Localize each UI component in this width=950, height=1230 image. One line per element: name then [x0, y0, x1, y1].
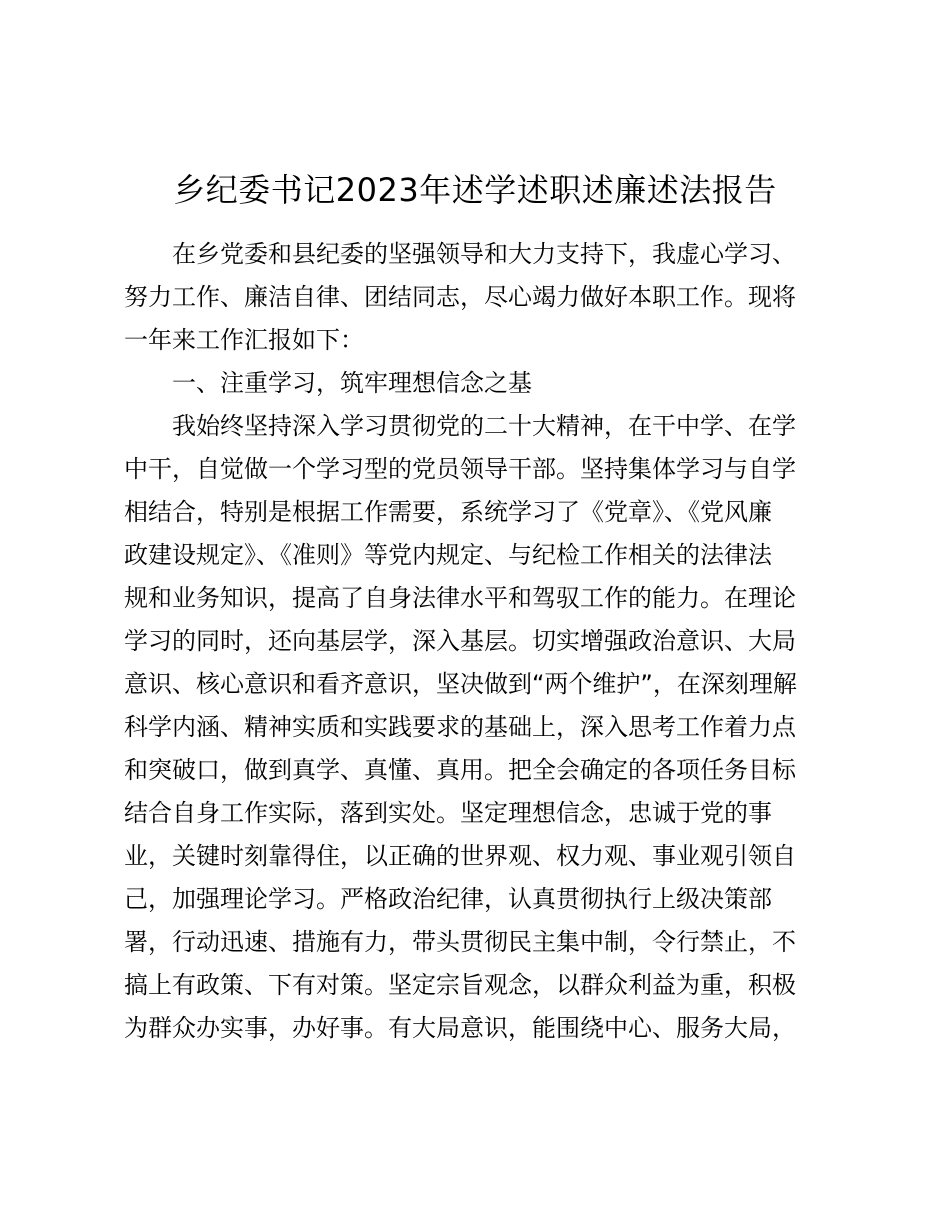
paragraph-2-line-11: 业，关键时刻靠得住，以正确的世界观、权力观、事业观引领自 — [124, 842, 796, 870]
paragraph-1-line-1: 在乡党委和县纪委的坚强领导和大力支持下，我虚心学习、 — [172, 240, 796, 268]
paragraph-2-line-1: 我始终坚持深入学习贯彻党的二十大精神，在干中学、在学 — [172, 412, 796, 440]
paragraph-2-line-10: 结合自身工作实际，落到实处。坚定理想信念，忠诚于党的事 — [124, 799, 772, 827]
paragraph-2-line-8: 科学内涵、精神实质和实践要求的基础上，深入思考工作着力点 — [124, 713, 796, 741]
paragraph-2-line-7: 意识、核心意识和看齐意识，坚决做到“两个维护”，在深刻理解 — [124, 670, 797, 698]
paragraph-1-line-2: 努力工作、廉洁自律、团结同志，尽心竭力做好本职工作。现将 — [124, 283, 796, 311]
paragraph-2-line-3: 相结合，特别是根据工作需要，系统学习了《党章》、《党风廉 — [124, 498, 772, 526]
paragraph-1-line-3: 一年来工作汇报如下： — [124, 326, 364, 354]
paragraph-2-line-2: 中干，自觉做一个学习型的党员领导干部。坚持集体学习与自学 — [124, 455, 796, 483]
paragraph-2-line-6: 学习的同时，还向基层学，深入基层。切实增强政治意识、大局 — [124, 627, 796, 655]
paragraph-2-line-4: 政建设规定》、《准则》等党内规定、与纪检工作相关的法律法 — [124, 541, 772, 569]
section-heading-1: 一、注重学习，筑牢理想信念之基 — [172, 369, 532, 397]
document-title: 乡纪委书记2023年述学述职述廉述法报告 — [173, 171, 777, 209]
paragraph-2-line-12: 己，加强理论学习。严格政治纪律，认真贯彻执行上级决策部 — [124, 885, 772, 913]
paragraph-2-line-14: 搞上有政策、下有对策。坚定宗旨观念，以群众利益为重，积极 — [124, 971, 796, 999]
paragraph-2-line-15: 为群众办实事，办好事。有大局意识，能围绕中心、服务大局， — [124, 1014, 796, 1042]
paragraph-2-line-13: 署，行动迅速、措施有力，带头贯彻民主集中制，令行禁止，不 — [124, 928, 796, 956]
paragraph-2-line-5: 规和业务知识，提高了自身法律水平和驾驭工作的能力。在理论 — [124, 584, 796, 612]
paragraph-2-line-9: 和突破口，做到真学、真懂、真用。把全会确定的各项任务目标 — [124, 756, 796, 784]
